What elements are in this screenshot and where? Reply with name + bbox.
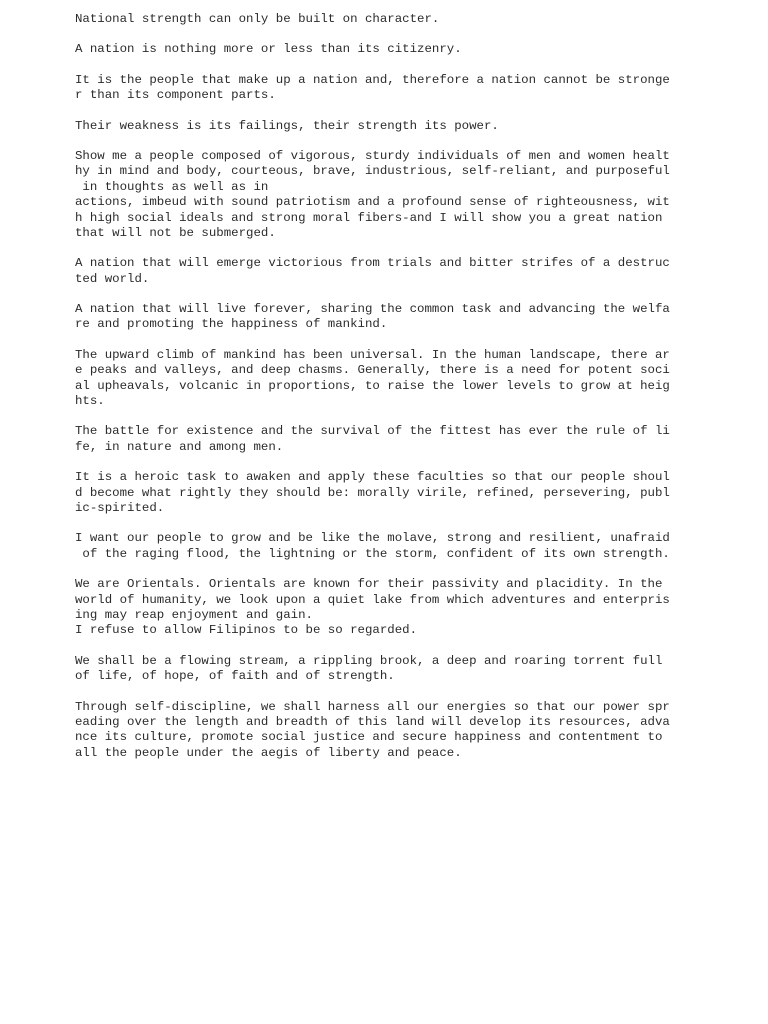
text-line: eading over the length and breadth of this land will develop its resources, adva: [75, 714, 670, 729]
paragraph-8: [75, 348, 728, 410]
paragraph-2: [75, 42, 728, 57]
text-line: h high social ideals and strong moral fibers-and I will show you a great nation: [75, 210, 663, 225]
text-line: r than its component parts.: [75, 88, 276, 103]
text-line: al upheavals, volcanic in proportions, to raise the lower levels to grow at heig: [75, 378, 670, 393]
paragraph-14: [75, 700, 728, 762]
text-line: d become what rightly they should be: morally virile, refined, persevering, publ: [75, 485, 670, 500]
text-line: We are Orientals. Orientals are known for their passivity and placidity. In the: [75, 577, 663, 592]
text-line: that will not be submerged.: [75, 225, 276, 240]
text-line: all the people under the aegis of liberty and peace.: [75, 745, 462, 760]
paragraph-12: [75, 577, 728, 639]
text-line: The upward climb of mankind has been universal. In the human landscape, there ar: [75, 347, 670, 362]
text-line: Through self-discipline, we shall harness all our energies so that our power spr: [75, 699, 670, 714]
paragraph-1: [75, 12, 728, 27]
text-line: world of humanity, we look upon a quiet lake from which adventures and enterpris: [75, 592, 670, 607]
text-line: A nation is nothing more or less than its citizenry.: [75, 42, 462, 57]
text-line: ic-spirited.: [75, 500, 165, 515]
text-line: It is a heroic task to awaken and apply these faculties so that our people shoul: [75, 470, 670, 485]
paragraph-13: [75, 654, 728, 685]
paragraph-10: [75, 470, 728, 516]
text-line: re and promoting the happiness of mankind.: [75, 317, 388, 332]
text-line: hy in mind and body, courteous, brave, industrious, self-reliant, and purposeful: [75, 164, 670, 179]
text-line: A nation that will live forever, sharing the common task and advancing the welfa: [75, 302, 670, 317]
paragraph-9: [75, 424, 728, 455]
text-line: ted world.: [75, 271, 150, 286]
paragraph-7: [75, 302, 728, 333]
text-line: fe, in nature and among men.: [75, 439, 284, 454]
text-line: ing may reap enjoyment and gain.: [75, 607, 313, 622]
text-line: nce its culture, promote social justice and secure happiness and contentment to: [75, 730, 663, 745]
text-line: Show me a people composed of vigorous, sturdy individuals of men and women healt: [75, 148, 670, 163]
text-line: Their weakness is its failings, their strength its power.: [75, 118, 499, 133]
text-line: e peaks and valleys, and deep chasms. Generally, there is a need for potent soci: [75, 363, 670, 378]
text-line: I refuse to allow Filipinos to be so regarded.: [75, 623, 418, 638]
paragraph-3: [75, 73, 728, 104]
text-line: I want our people to grow and be like the molave, strong and resilient, unafraid: [75, 531, 670, 546]
paragraph-11: [75, 531, 728, 562]
paragraph-5: [75, 149, 728, 241]
text-line: We shall be a flowing stream, a rippling brook, a deep and roaring torrent full: [75, 653, 663, 668]
text-line: The battle for existence and the survival of the fittest has ever the rule of li: [75, 424, 670, 439]
text-line: in thoughts as well as in: [75, 179, 269, 194]
text-line: of life, of hope, of faith and of strength.: [75, 669, 395, 684]
text-line: It is the people that make up a nation and, therefore a nation cannot be stronge: [75, 72, 670, 87]
text-line: hts.: [75, 394, 105, 409]
paragraph-4: [75, 119, 728, 134]
text-line: A nation that will emerge victorious from trials and bitter strifes of a destruc: [75, 256, 670, 271]
text-line: National strength can only be built on character.: [75, 12, 440, 26]
text-line: actions, imbeud with sound patriotism and a profound sense of righteousness, wit: [75, 195, 670, 210]
paragraph-6: [75, 256, 728, 287]
text-line: of the raging flood, the lightning or the storm, confident of its own strength.: [75, 546, 670, 561]
